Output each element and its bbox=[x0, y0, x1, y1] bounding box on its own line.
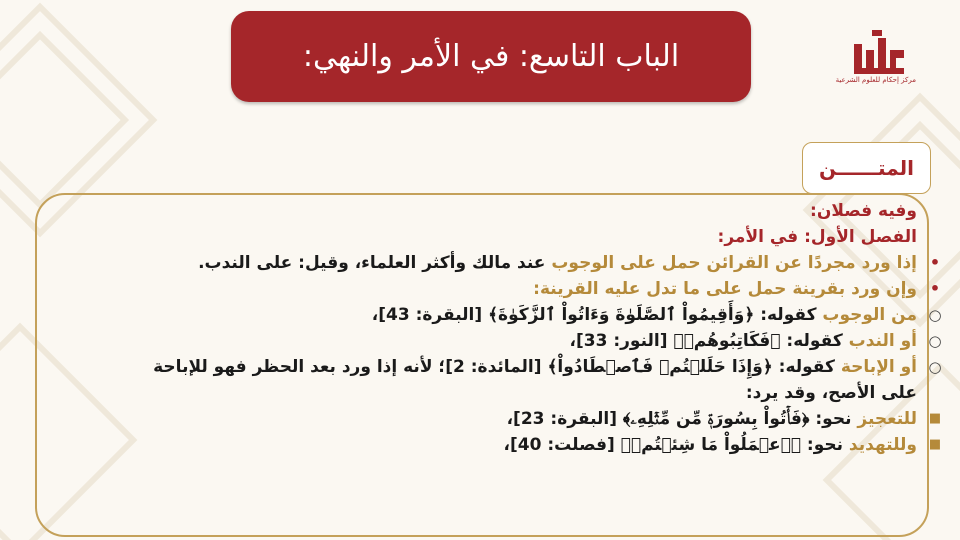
list-item: ○ من الوجوب كقوله: ﴿وَأَقِيمُواْ ٱلصَّلَوٰةَ وَءَاتُواْ ٱلزَّكَوٰةَ﴾ [البقرة: 43]، bbox=[57, 302, 917, 328]
bullet-circle-icon: ○ bbox=[928, 306, 942, 324]
list-item: • إذا ورد مجردًا عن القرائن حمل على الوجوب عند مالك وأكثر العلماء، وقيل: على الندب. bbox=[57, 250, 917, 276]
bullet-circle-icon: ○ bbox=[928, 332, 942, 350]
list-item-continuation: على الأصح، وقد يرد: bbox=[745, 383, 917, 403]
content-text bbox=[57, 198, 942, 458]
tab-label: المتــــــن bbox=[819, 156, 914, 180]
bullet-dot-icon: • bbox=[929, 253, 941, 272]
list-item: ○ أو الندب كقوله: ﴿فَكَاتِبُوهُمۡ﴾ [النور: 33]، bbox=[57, 328, 917, 354]
list-item: ○ أو الإباحة كقوله: ﴿وَإِذَا حَلَلۡتُمۡ فَٱصۡطَادُواْ﴾ [المائدة: 2]؛ لأنه إذا ورد بعد الحظر فهو للإباحة bbox=[57, 354, 917, 380]
list-item: ■ وللتهديد نحو: ﴿ٱعۡمَلُواْ مَا شِئۡتُمۡ﴾ [فصلت: 40]، bbox=[57, 432, 917, 458]
bullet-square-icon: ■ bbox=[928, 437, 942, 452]
section-heading: وفيه فصلان: bbox=[810, 201, 917, 221]
page-title-banner bbox=[231, 11, 751, 102]
chapter-heading: الفصل الأول: في الأمر: bbox=[717, 227, 917, 247]
tab-matn[interactable] bbox=[802, 142, 931, 194]
page-title: الباب التاسع: في الأمر والنهي: bbox=[302, 39, 680, 74]
bullet-circle-icon: ○ bbox=[928, 358, 942, 376]
bullet-square-icon: ■ bbox=[928, 411, 942, 426]
list-item: • وإن ورد بقرينة حمل على ما تدل عليه القرينة: bbox=[57, 276, 917, 302]
list-item: ■ للتعجيز نحو: ﴿فَأۡتُواْ بِسُورَةٖ مِّن مِّثۡلِهِۦ﴾ [البقرة: 23]، bbox=[57, 406, 917, 432]
logo-subtitle: مركز إحكام للعلوم الشرعية bbox=[835, 76, 916, 84]
bullet-dot-icon: • bbox=[929, 279, 941, 298]
